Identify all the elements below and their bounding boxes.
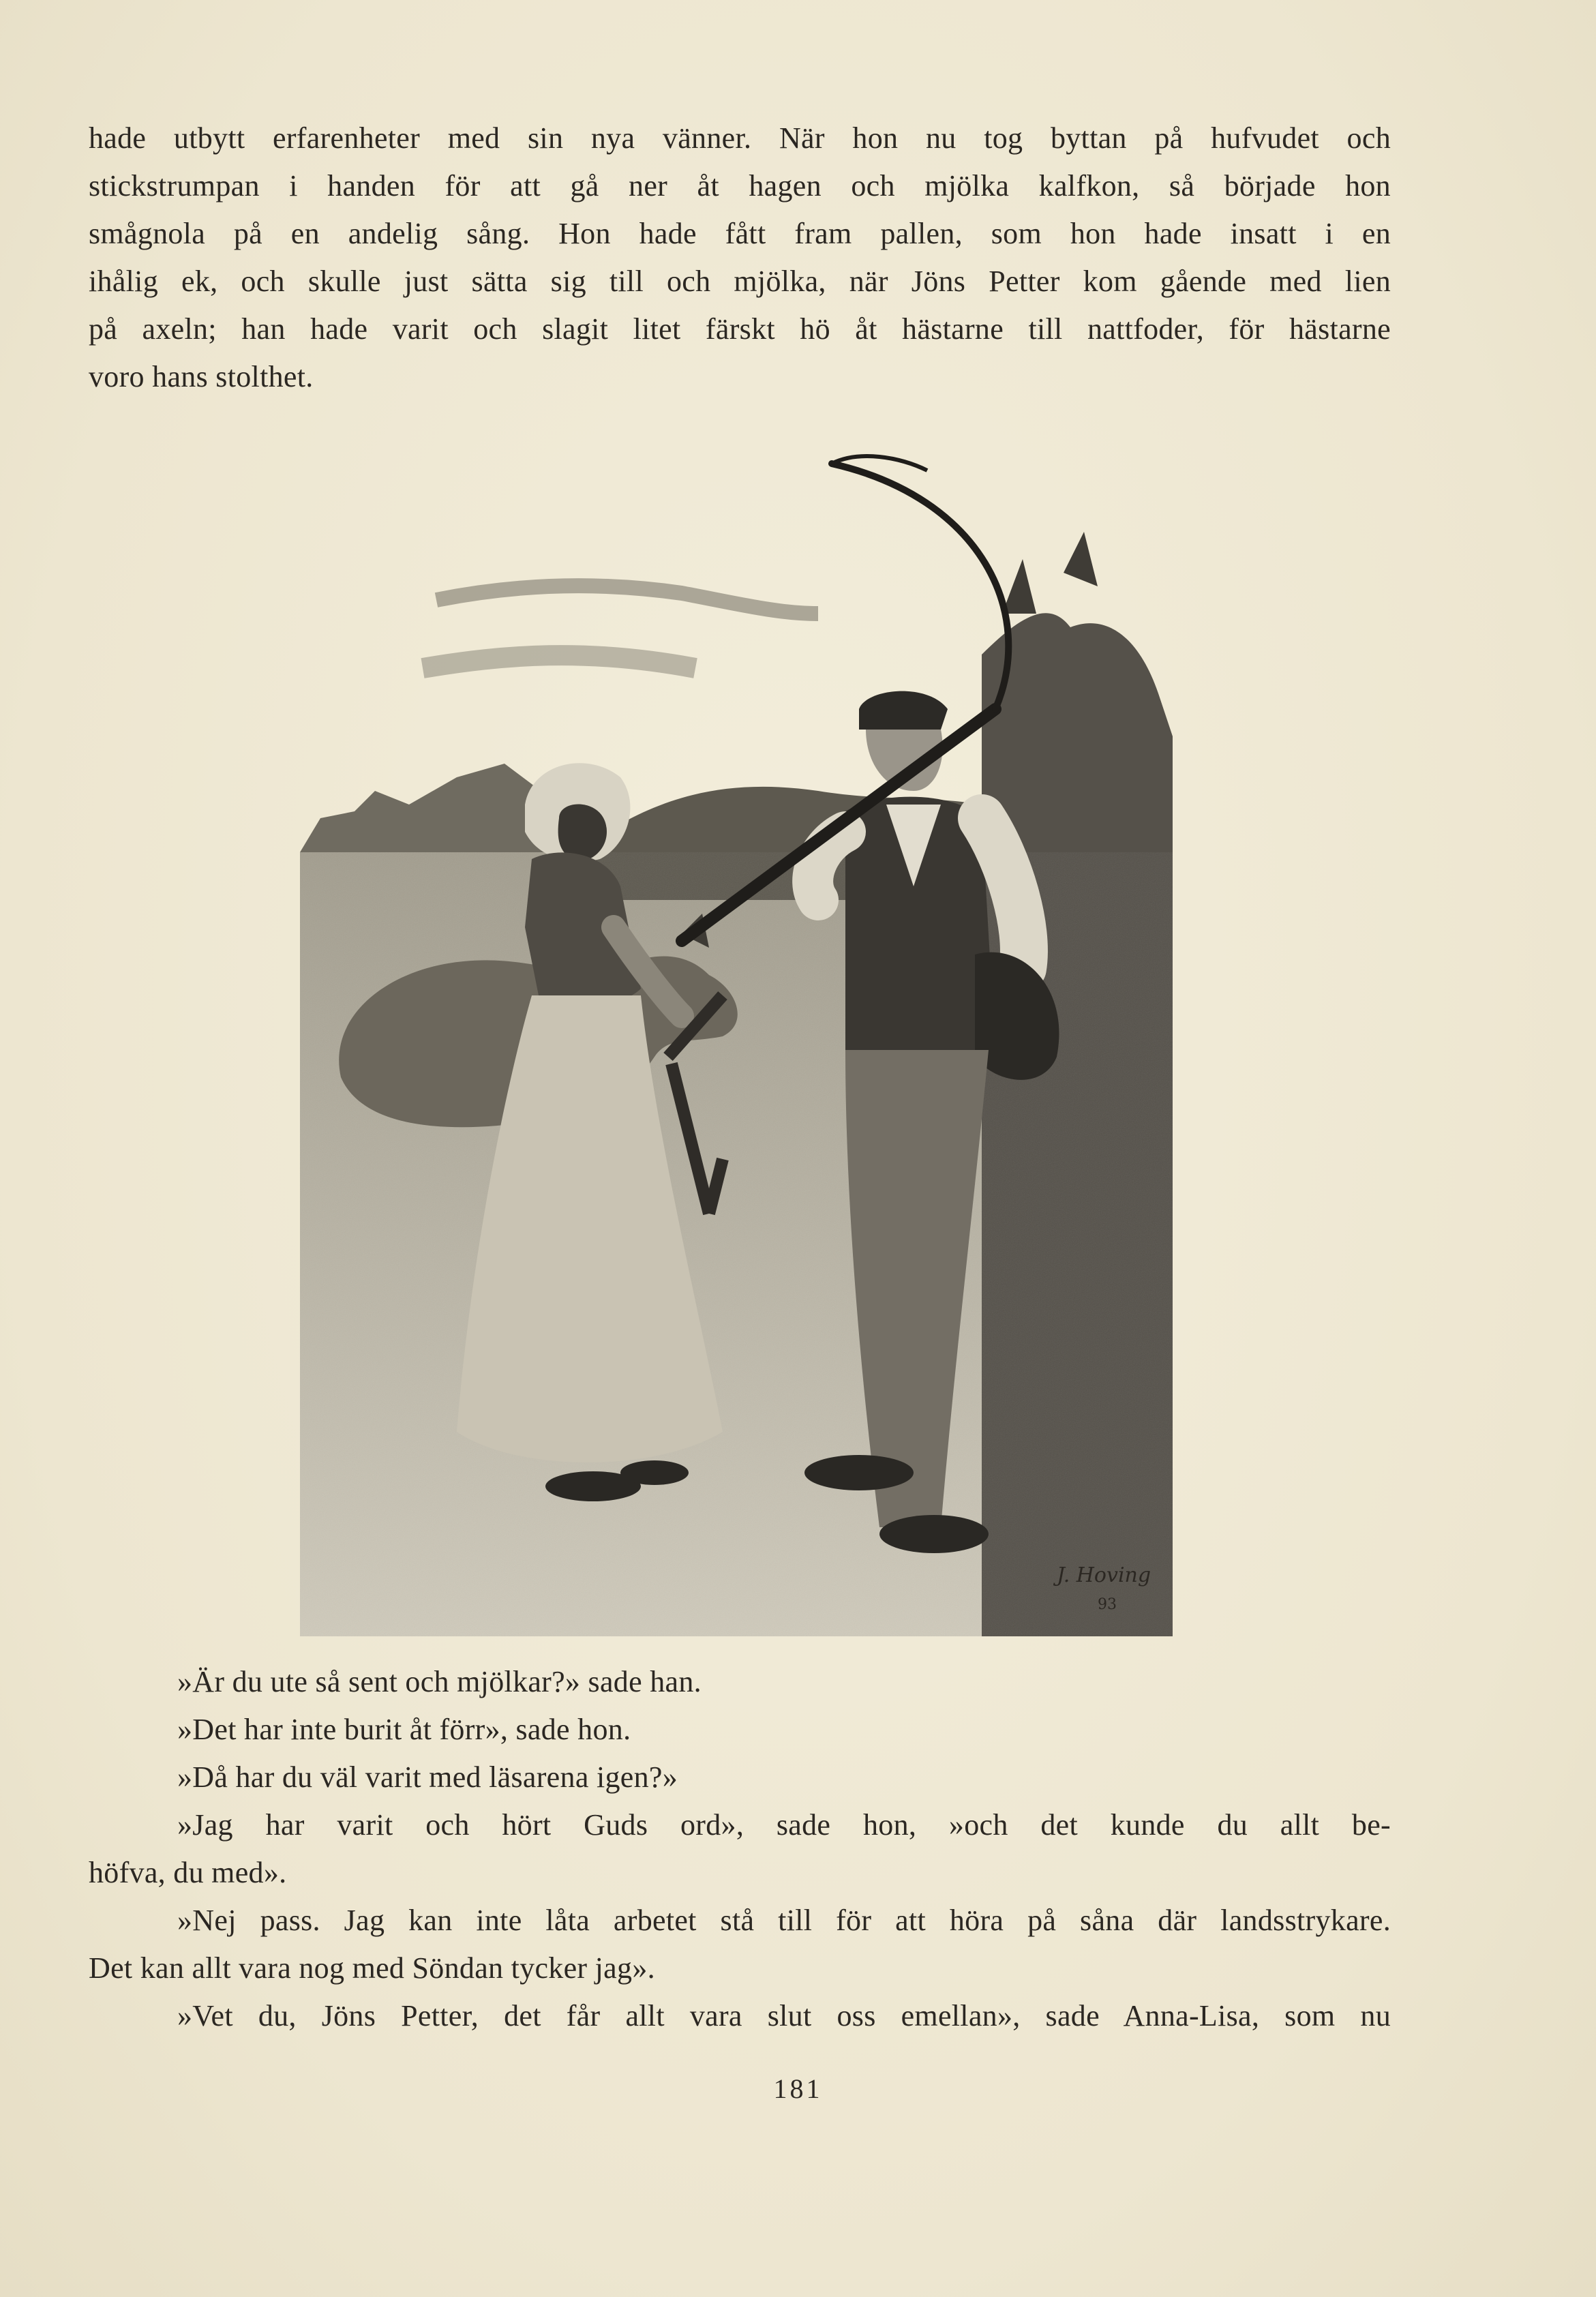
text-line: ihålig ek, och skulle just sätta sig till och mjölka, när Jöns Petter kom gående med lien [89, 265, 1391, 298]
text-line: stickstrumpan i handen för att gå ner åt hagen och mjölka kalfkon, så började hon [89, 169, 1391, 202]
dialogue-line: Det kan allt vara nog med Söndan tycker jag». [89, 1951, 655, 1985]
dialogue-line: »Nej pass. Jag kan inte låta arbetet stå till för att höra på såna där landsstrykare. [177, 1904, 1391, 1937]
signature-year: 93 [1098, 1596, 1117, 1613]
dialogue-line: »Då har du väl varit med läsarena igen?» [177, 1760, 678, 1794]
dialogue-line: »Vet du, Jöns Petter, det får allt vara slut oss emellan», sade Anna-Lisa, som nu [177, 1999, 1391, 2032]
dialogue-line: höfva, du med». [89, 1856, 287, 1889]
text-line: på axeln; han hade varit och slagit litet färskt hö åt hästarne till nattfoder, för hästarne [89, 312, 1391, 346]
dialogue-line: »Är du ute så sent och mjölkar?» sade han. [177, 1665, 702, 1698]
signature-name: J. Hoving [1057, 1563, 1151, 1587]
illustration [300, 409, 1173, 1636]
text-line: hade utbytt erfarenheter med sin nya vänner. När hon nu tog byttan på hufvudet och [89, 121, 1391, 155]
dialogue-line: »Jag har varit och hört Guds ord», sade hon, »och det kunde du allt be- [177, 1808, 1391, 1842]
dialogue [89, 1658, 1391, 2040]
dialogue-line: »Det har inte burit åt förr», sade hon. [177, 1713, 631, 1746]
page-number: 181 [773, 2073, 823, 2104]
text-line: voro hans stolthet. [89, 360, 314, 393]
text-line: smågnola på en andelig sång. Hon hade fått fram pallen, som hon hade insatt i en [89, 217, 1391, 250]
top-paragraph [89, 115, 1391, 401]
